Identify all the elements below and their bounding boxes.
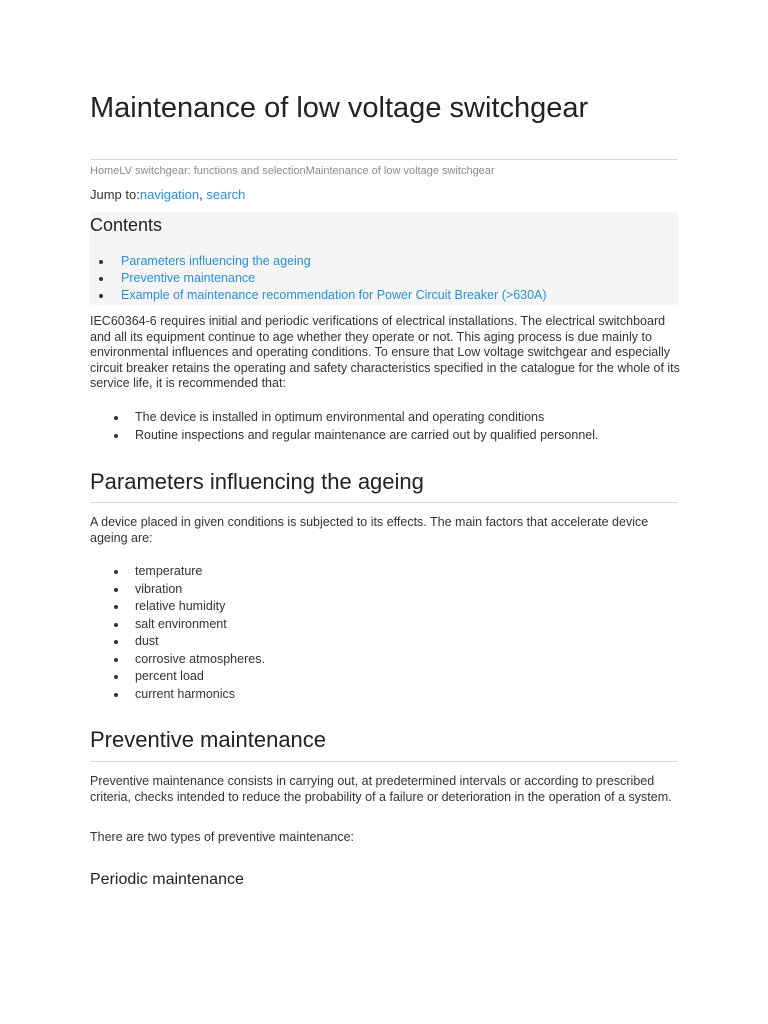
page-title: Maintenance of low voltage switchgear <box>90 92 589 124</box>
list-item-text: current harmonics <box>135 686 236 701</box>
list-item <box>90 617 265 635</box>
toc-link-ageing[interactable]: Parameters influencing the ageing <box>121 254 311 268</box>
breadcrumb-current: Maintenance of low voltage switchgear <box>305 165 495 177</box>
bullet-icon <box>114 693 118 697</box>
bullet-icon <box>99 294 103 298</box>
bullet-icon <box>99 260 103 264</box>
breadcrumb-home[interactable]: Home <box>90 165 120 177</box>
ageing-factors-list <box>90 564 265 704</box>
bullet-icon <box>99 277 103 281</box>
list-item-text: The device is installed in optimum environmental and operating conditions <box>135 410 545 424</box>
toc-item <box>90 254 547 271</box>
bullet-icon <box>114 623 118 627</box>
heading-preventive: Preventive maintenance <box>90 727 327 752</box>
bullet-icon <box>114 434 118 438</box>
list-item <box>90 669 265 687</box>
toc-item <box>90 271 547 288</box>
section-divider <box>90 502 678 503</box>
toc-link-example[interactable]: Example of maintenance recommendation for Power Circuit Breaker (>630A) <box>121 288 547 302</box>
intro-bullet-list <box>90 410 598 445</box>
list-item-text: Routine inspections and regular maintenance are carried out by qualified personnel. <box>135 427 599 442</box>
bullet-icon <box>114 675 118 679</box>
list-item-text: corrosive atmospheres. <box>135 651 265 666</box>
list-item-text: temperature <box>135 564 203 578</box>
title-divider <box>90 159 678 160</box>
ageing-paragraph: A device placed in given conditions is subjected to its effects. The main factors that accelerate device ageing are: <box>90 515 649 545</box>
bullet-icon <box>114 416 118 420</box>
list-item <box>90 428 598 446</box>
list-item-text: relative humidity <box>135 599 226 613</box>
list-item <box>90 564 265 582</box>
search-link[interactable]: search <box>206 187 246 202</box>
list-item <box>90 582 265 600</box>
list-item-text: salt environment <box>135 616 227 631</box>
section-divider <box>90 761 678 762</box>
table-of-contents <box>90 212 678 305</box>
list-item <box>90 634 265 652</box>
bullet-icon <box>114 605 118 609</box>
toc-item <box>90 288 547 305</box>
list-item <box>90 410 598 428</box>
list-item <box>90 652 265 670</box>
jump-to <box>90 187 245 202</box>
jump-label: Jump to: <box>90 187 140 202</box>
bullet-icon <box>114 588 118 592</box>
list-item-text: percent load <box>135 669 204 683</box>
bullet-icon <box>114 640 118 644</box>
bullet-icon <box>114 658 118 662</box>
intro-paragraph: IEC60364-6 requires initial and periodic verifications of electrical installations. The electrical switchboard and all its equipment continue to age whether they operate or not. This aging process is due mainly to environmental influences and operating conditions. To ensure that Low voltage switchgear and especially circuit breaker retains the operating and safety characteristics specified in the catalogue for the whole of its service life, it is recommended that: <box>90 314 680 390</box>
breadcrumb-category[interactable]: LV switchgear: functions and selection <box>119 165 306 177</box>
preventive-paragraph: Preventive maintenance consists in carrying out, at predetermined intervals or according to prescribed criteria, checks intended to reduce the probability of a failure or deterioration in the operation of a system. <box>90 774 672 804</box>
list-item <box>90 599 265 617</box>
list-item <box>90 687 265 705</box>
toc-link-preventive[interactable]: Preventive maintenance <box>121 271 256 285</box>
list-item-text: vibration <box>135 581 183 596</box>
heading-ageing: Parameters influencing the ageing <box>90 469 424 494</box>
toc-title: Contents <box>90 215 163 235</box>
navigation-link[interactable]: navigation <box>139 187 200 202</box>
breadcrumb <box>90 165 495 177</box>
preventive-types-paragraph: There are two types of preventive maintenance: <box>90 830 355 844</box>
toc-list <box>90 254 547 305</box>
jump-separator: , <box>199 187 207 202</box>
bullet-icon <box>114 570 118 574</box>
list-item-text: dust <box>135 634 159 648</box>
heading-periodic: Periodic maintenance <box>90 871 244 888</box>
